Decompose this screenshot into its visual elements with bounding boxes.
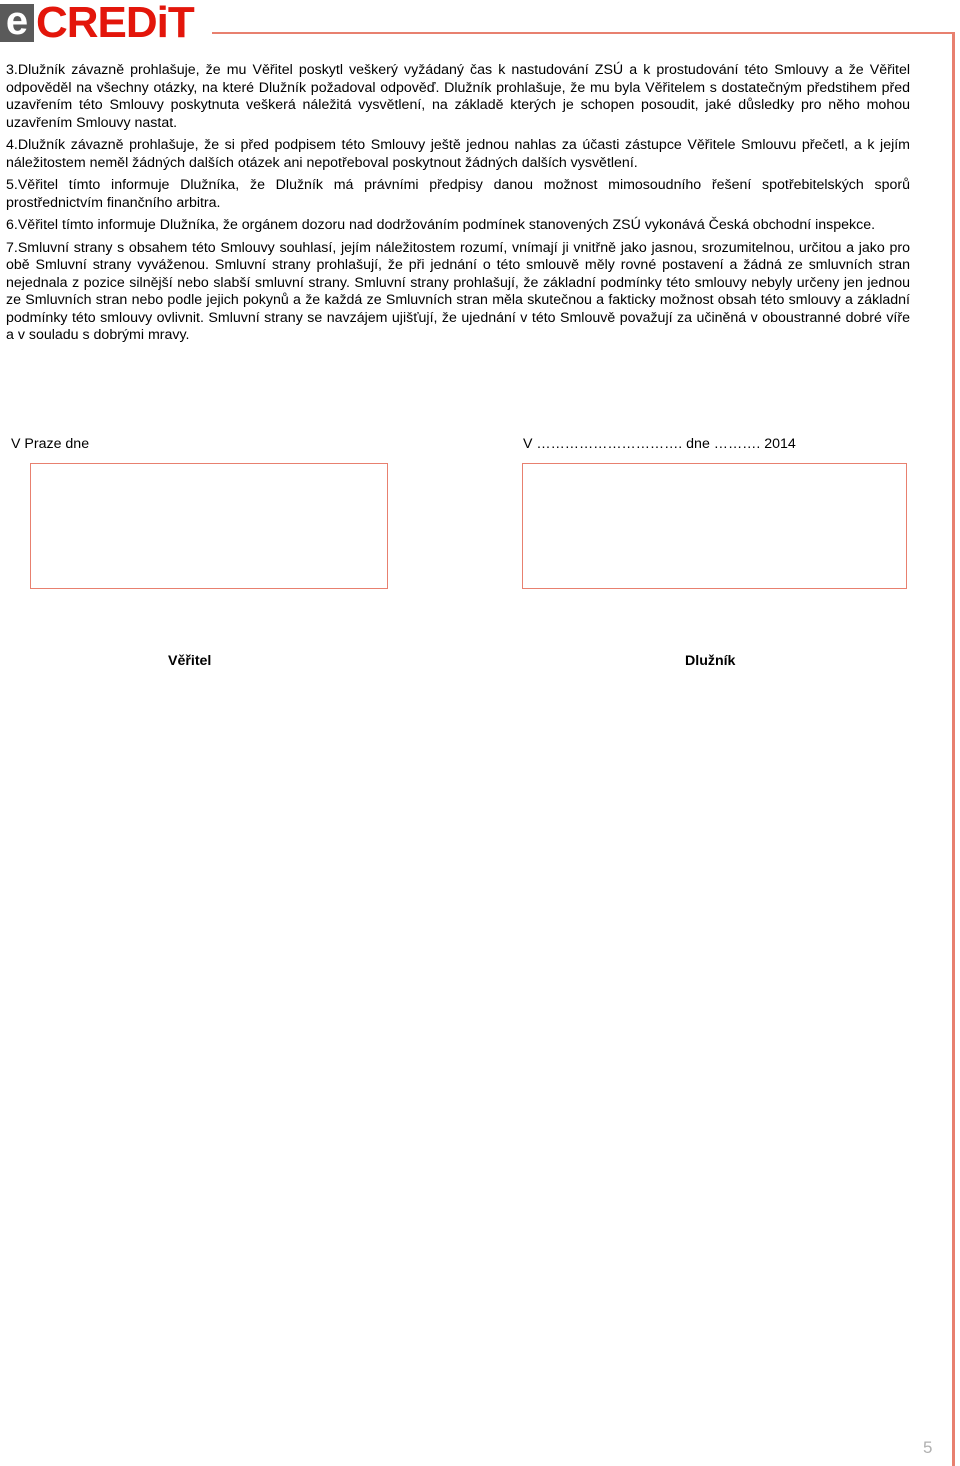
debtor-signature-box <box>522 463 907 589</box>
paragraph-number: 3. <box>6 62 18 78</box>
logo-wordmark: CREDiT <box>36 0 194 47</box>
paragraph-number: 4. <box>6 137 18 153</box>
paragraph-number: 5. <box>6 177 18 193</box>
page-number: 5 <box>923 1438 933 1457</box>
left-place-date: V Praze dne <box>11 436 90 452</box>
paragraph-6 <box>6 217 910 235</box>
paragraph-text: Dlužník závazně prohlašuje, že si před podpisem této Smlouvy ještě jednou nahlas za účasti zástupce Věřitele Smlouvu přečetl, a k jejím náležitostem neměl žádných dalších otázek ani nepotřeboval poskytnout žádných dalších vysvětlení. <box>6 137 910 171</box>
paragraph-text: Dlužník závazně prohlašuje, že mu Věřitel poskytl veškerý vyžádaný čas k nastudování ZSÚ a k prostudování této Smlouvy a že Věřitel odpověděl na všechny otázky, na které Dlužník požadoval odpověď. Dlužník prohlašuje, že mu byla Věřitelem s dostatečným předstihem před uzavřením této Smlouvy poskytnuta veškerá náležitá vysvětlení, na základě kterých je schopen posoudit, jaké důsledky pro něho mohou uzavřením Smlouvy nastat. <box>6 62 910 131</box>
paragraph-text: Věřitel tímto informuje Dlužníka, že orgánem dozoru nad dodržováním podmínek stanovených ZSÚ vykonává Česká obchodní inspekce. <box>17 217 876 233</box>
paragraph-text: Smluvní strany s obsahem této Smlouvy souhlasí, jejím náležitostem rozumí, vnímají ji vnitřně jako jasnou, srozumitelnou, určitou a jako pro obě Smluvní strany vyváženou. Smluvní strany prohlašují, že při jednání o této smlouvě měly rovné postavení a žádná ze smluvních stran nejednala z pozice silnější nebo slabší smluvní strany. Smluvní strany prohlašují, že základní podmínky této smlouvy nebyly určeny jen jednou ze Smluvních stran nebo podle jejich pokynů a že každá ze Smluvních stran měla skutečnou a fakticky možnost obsah této smlouvy a základní podmínky této smlouvy ovlivnit. Smluvní strany se navzájem ujišťují, že ujednání v této Smlouvě považují za učiněná v oboustranné dobré víře a v souladu s dobrými mravy. <box>6 239 910 343</box>
paragraph-number: 6. <box>6 217 18 233</box>
contract-text <box>6 62 910 350</box>
frame-top-rule <box>212 32 954 34</box>
creditor-label: Věřitel <box>168 653 212 669</box>
paragraph-3 <box>6 62 910 132</box>
paragraph-7 <box>6 240 910 345</box>
frame-right-rule <box>952 32 955 1466</box>
ecredit-logo <box>0 0 194 47</box>
paragraph-4 <box>6 137 910 172</box>
paragraph-text: Věřitel tímto informuje Dlužníka, že Dlužník má právními předpisy danou možnost mimosoudního řešení spotřebitelských sporů prostřednictvím finančního arbitra. <box>6 177 910 211</box>
debtor-label: Dlužník <box>685 653 736 669</box>
creditor-signature-box <box>30 463 388 589</box>
logo-e-mark: e <box>0 4 34 42</box>
paragraph-5 <box>6 177 910 212</box>
right-place-date: V …………………………. dne ………. 2014 <box>523 436 796 452</box>
paragraph-number: 7. <box>6 239 18 256</box>
